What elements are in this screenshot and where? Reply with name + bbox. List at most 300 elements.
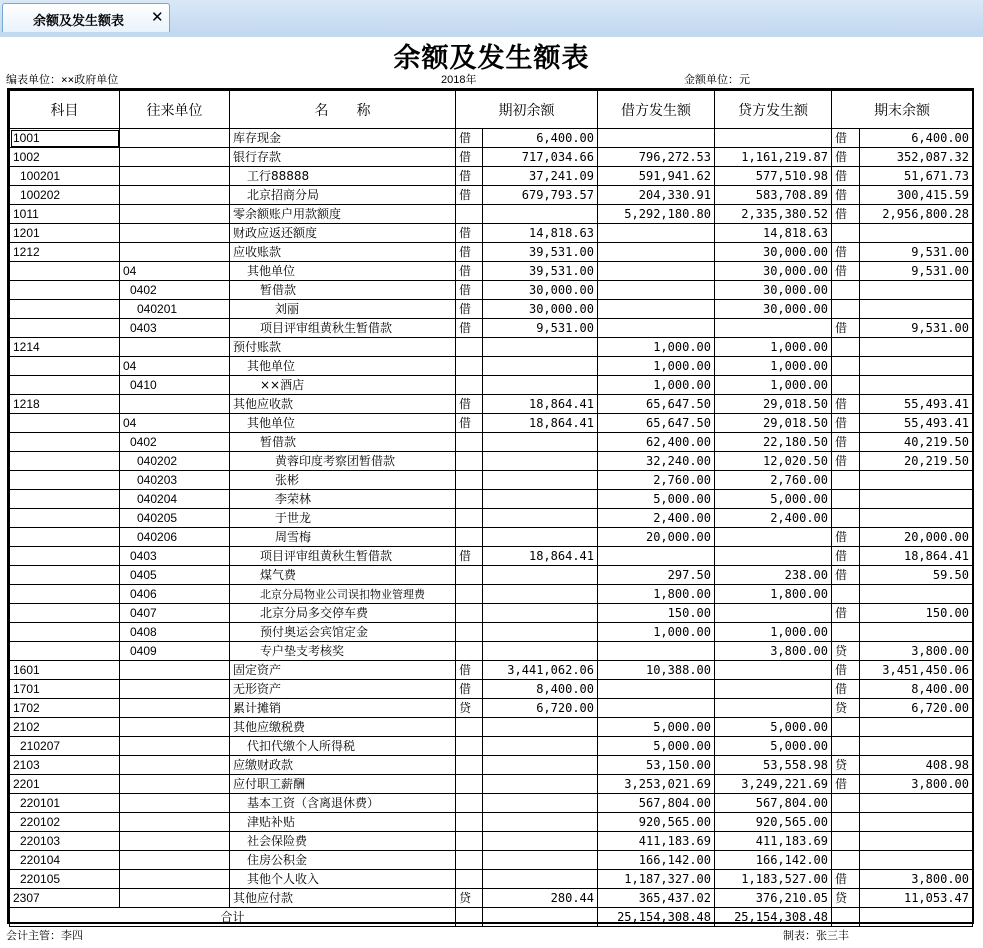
cell-closing-balance[interactable]: 2,956,800.28 <box>860 205 973 224</box>
cell-counterparty[interactable] <box>120 813 230 832</box>
cell-closing-direction[interactable]: 借 <box>832 680 860 699</box>
cell-counterparty[interactable] <box>120 851 230 870</box>
cell-debit[interactable] <box>598 262 715 281</box>
cell-debit[interactable]: 920,565.00 <box>598 813 715 832</box>
cell-opening-direction[interactable] <box>456 357 483 376</box>
cell-closing-balance[interactable]: 18,864.41 <box>860 547 973 566</box>
cell-credit[interactable] <box>715 528 832 547</box>
cell-debit[interactable]: 166,142.00 <box>598 851 715 870</box>
cell-counterparty[interactable]: 040203 <box>120 471 230 490</box>
cell-opening-balance[interactable] <box>483 376 598 395</box>
table-row[interactable] <box>10 357 973 376</box>
cell-account-code[interactable]: 2103 <box>10 756 120 775</box>
cell-counterparty[interactable] <box>120 889 230 908</box>
cell-account-code[interactable] <box>10 509 120 528</box>
cell-account-name[interactable]: 北京招商分局 <box>230 186 456 205</box>
cell-account-code[interactable]: 1218 <box>10 395 120 414</box>
cell-opening-balance[interactable]: 8,400.00 <box>483 680 598 699</box>
cell-debit[interactable]: 5,292,180.80 <box>598 205 715 224</box>
cell-debit[interactable]: 1,000.00 <box>598 623 715 642</box>
cell-account-name[interactable]: 其他应缴税费 <box>230 718 456 737</box>
cell-credit[interactable]: 1,161,219.87 <box>715 148 832 167</box>
table-row[interactable] <box>10 129 973 148</box>
cell-credit[interactable]: 12,020.50 <box>715 452 832 471</box>
cell-credit[interactable] <box>715 680 832 699</box>
cell-opening-direction[interactable] <box>456 623 483 642</box>
table-row[interactable] <box>10 262 973 281</box>
cell-credit[interactable]: 1,183,527.00 <box>715 870 832 889</box>
cell-account-code[interactable]: 100202 <box>10 186 120 205</box>
cell-closing-balance[interactable]: 55,493.41 <box>860 414 973 433</box>
cell-debit[interactable]: 5,000.00 <box>598 718 715 737</box>
cell-debit[interactable] <box>598 642 715 661</box>
table-row[interactable] <box>10 566 973 585</box>
cell-closing-direction[interactable]: 借 <box>832 661 860 680</box>
cell-closing-direction[interactable]: 借 <box>832 167 860 186</box>
tab-balance-report[interactable] <box>2 3 170 32</box>
cell-opening-direction[interactable] <box>456 813 483 832</box>
cell-credit[interactable]: 53,558.98 <box>715 756 832 775</box>
cell-credit[interactable]: 920,565.00 <box>715 813 832 832</box>
table-row[interactable] <box>10 832 973 851</box>
table-row[interactable] <box>10 623 973 642</box>
cell-account-code[interactable] <box>10 547 120 566</box>
cell-account-code[interactable]: 2201 <box>10 775 120 794</box>
cell-counterparty[interactable] <box>120 794 230 813</box>
cell-credit[interactable]: 2,335,380.52 <box>715 205 832 224</box>
cell-closing-direction[interactable]: 借 <box>832 566 860 585</box>
cell-counterparty[interactable]: 0403 <box>120 547 230 566</box>
cell-closing-direction[interactable] <box>832 471 860 490</box>
cell-opening-balance[interactable]: 18,864.41 <box>483 395 598 414</box>
cell-closing-direction[interactable]: 借 <box>832 528 860 547</box>
cell-credit[interactable] <box>715 547 832 566</box>
cell-counterparty[interactable] <box>120 224 230 243</box>
table-row[interactable] <box>10 870 973 889</box>
cell-counterparty[interactable] <box>120 756 230 775</box>
cell-opening-balance[interactable]: 37,241.09 <box>483 167 598 186</box>
cell-closing-direction[interactable] <box>832 357 860 376</box>
cell-account-name[interactable]: 库存现金 <box>230 129 456 148</box>
table-row[interactable] <box>10 699 973 718</box>
cell-opening-balance[interactable]: 6,400.00 <box>483 129 598 148</box>
cell-debit[interactable]: 1,187,327.00 <box>598 870 715 889</box>
cell-account-name[interactable]: 其他应付款 <box>230 889 456 908</box>
cell-opening-direction[interactable]: 借 <box>456 661 483 680</box>
cell-account-code[interactable] <box>10 357 120 376</box>
cell-closing-balance[interactable]: 20,219.50 <box>860 452 973 471</box>
cell-credit[interactable]: 3,249,221.69 <box>715 775 832 794</box>
table-row[interactable] <box>10 376 973 395</box>
cell-counterparty[interactable] <box>120 395 230 414</box>
cell-opening-direction[interactable] <box>456 528 483 547</box>
cell-credit[interactable]: 5,000.00 <box>715 718 832 737</box>
cell-account-name[interactable]: ××酒店 <box>230 376 456 395</box>
cell-account-name[interactable]: 银行存款 <box>230 148 456 167</box>
cell-counterparty[interactable]: 040204 <box>120 490 230 509</box>
cell-opening-direction[interactable]: 贷 <box>456 699 483 718</box>
cell-opening-direction[interactable] <box>456 566 483 585</box>
cell-credit[interactable]: 30,000.00 <box>715 300 832 319</box>
cell-closing-balance[interactable] <box>860 623 973 642</box>
cell-debit[interactable]: 62,400.00 <box>598 433 715 452</box>
table-row[interactable] <box>10 889 973 908</box>
cell-opening-direction[interactable] <box>456 718 483 737</box>
cell-opening-balance[interactable] <box>483 813 598 832</box>
cell-closing-balance[interactable]: 3,800.00 <box>860 775 973 794</box>
cell-debit[interactable]: 1,000.00 <box>598 376 715 395</box>
cell-closing-direction[interactable]: 借 <box>832 243 860 262</box>
table-row[interactable] <box>10 167 973 186</box>
cell-opening-direction[interactable]: 借 <box>456 547 483 566</box>
cell-opening-direction[interactable] <box>456 870 483 889</box>
cell-debit[interactable]: 1,000.00 <box>598 338 715 357</box>
cell-account-code[interactable] <box>10 452 120 471</box>
cell-closing-balance[interactable]: 6,400.00 <box>860 129 973 148</box>
cell-debit[interactable] <box>598 319 715 338</box>
cell-closing-direction[interactable] <box>832 718 860 737</box>
cell-opening-direction[interactable] <box>456 775 483 794</box>
cell-opening-direction[interactable]: 借 <box>456 167 483 186</box>
cell-closing-balance[interactable]: 408.98 <box>860 756 973 775</box>
cell-opening-balance[interactable] <box>483 775 598 794</box>
cell-opening-balance[interactable]: 39,531.00 <box>483 262 598 281</box>
cell-opening-direction[interactable]: 借 <box>456 129 483 148</box>
cell-opening-balance[interactable]: 3,441,062.06 <box>483 661 598 680</box>
table-row[interactable] <box>10 737 973 756</box>
cell-account-name[interactable]: 其他单位 <box>230 262 456 281</box>
cell-closing-balance[interactable]: 9,531.00 <box>860 243 973 262</box>
cell-account-code[interactable] <box>10 642 120 661</box>
cell-account-code[interactable]: 1201 <box>10 224 120 243</box>
cell-counterparty[interactable] <box>120 129 230 148</box>
cell-credit[interactable] <box>715 604 832 623</box>
cell-debit[interactable] <box>598 547 715 566</box>
cell-account-name[interactable]: 社会保险费 <box>230 832 456 851</box>
cell-opening-balance[interactable]: 39,531.00 <box>483 243 598 262</box>
cell-closing-direction[interactable]: 借 <box>832 129 860 148</box>
cell-credit[interactable]: 1,000.00 <box>715 376 832 395</box>
cell-closing-direction[interactable]: 贷 <box>832 889 860 908</box>
cell-closing-direction[interactable] <box>832 832 860 851</box>
cell-debit[interactable]: 65,647.50 <box>598 395 715 414</box>
table-row[interactable] <box>10 319 973 338</box>
cell-debit[interactable]: 365,437.02 <box>598 889 715 908</box>
cell-counterparty[interactable]: 040205 <box>120 509 230 528</box>
cell-opening-balance[interactable] <box>483 870 598 889</box>
cell-closing-direction[interactable]: 借 <box>832 870 860 889</box>
cell-account-code[interactable]: 1214 <box>10 338 120 357</box>
cell-opening-direction[interactable]: 借 <box>456 262 483 281</box>
cell-closing-balance[interactable] <box>860 718 973 737</box>
cell-account-name[interactable]: 应付职工薪酬 <box>230 775 456 794</box>
cell-account-code[interactable] <box>10 585 120 604</box>
table-row[interactable] <box>10 205 973 224</box>
cell-counterparty[interactable]: 040206 <box>120 528 230 547</box>
cell-counterparty[interactable]: 0403 <box>120 319 230 338</box>
cell-opening-direction[interactable] <box>456 433 483 452</box>
cell-credit[interactable]: 1,800.00 <box>715 585 832 604</box>
cell-opening-balance[interactable]: 6,720.00 <box>483 699 598 718</box>
cell-opening-direction[interactable]: 借 <box>456 148 483 167</box>
cell-debit[interactable]: 65,647.50 <box>598 414 715 433</box>
cell-account-code[interactable]: 220102 <box>10 813 120 832</box>
cell-account-name[interactable]: 津贴补贴 <box>230 813 456 832</box>
cell-opening-direction[interactable]: 借 <box>456 414 483 433</box>
cell-opening-direction[interactable] <box>456 851 483 870</box>
cell-account-code[interactable]: 220101 <box>10 794 120 813</box>
cell-account-name[interactable]: 应缴财政款 <box>230 756 456 775</box>
table-row[interactable] <box>10 813 973 832</box>
cell-closing-balance[interactable]: 9,531.00 <box>860 319 973 338</box>
cell-closing-balance[interactable]: 3,800.00 <box>860 642 973 661</box>
cell-closing-direction[interactable]: 借 <box>832 395 860 414</box>
cell-credit[interactable]: 3,800.00 <box>715 642 832 661</box>
cell-counterparty[interactable] <box>120 775 230 794</box>
cell-closing-direction[interactable]: 借 <box>832 452 860 471</box>
cell-opening-direction[interactable] <box>456 642 483 661</box>
cell-counterparty[interactable] <box>120 737 230 756</box>
cell-account-code[interactable]: 1212 <box>10 243 120 262</box>
cell-debit[interactable]: 1,000.00 <box>598 357 715 376</box>
cell-opening-balance[interactable] <box>483 433 598 452</box>
cell-opening-balance[interactable] <box>483 851 598 870</box>
cell-closing-balance[interactable] <box>860 509 973 528</box>
cell-closing-direction[interactable] <box>832 623 860 642</box>
table-row[interactable] <box>10 775 973 794</box>
cell-account-code[interactable] <box>10 281 120 300</box>
cell-closing-direction[interactable]: 贷 <box>832 699 860 718</box>
cell-closing-balance[interactable]: 300,415.59 <box>860 186 973 205</box>
cell-credit[interactable] <box>715 699 832 718</box>
cell-closing-balance[interactable] <box>860 281 973 300</box>
cell-closing-direction[interactable]: 借 <box>832 319 860 338</box>
cell-account-name[interactable]: 基本工资（含离退休费） <box>230 794 456 813</box>
cell-closing-balance[interactable] <box>860 851 973 870</box>
cell-account-code[interactable] <box>10 471 120 490</box>
cell-closing-balance[interactable] <box>860 376 973 395</box>
cell-credit[interactable]: 2,400.00 <box>715 509 832 528</box>
table-row[interactable] <box>10 148 973 167</box>
cell-closing-balance[interactable] <box>860 832 973 851</box>
table-row[interactable] <box>10 433 973 452</box>
cell-account-code[interactable]: 210207 <box>10 737 120 756</box>
cell-credit[interactable]: 1,000.00 <box>715 357 832 376</box>
table-row[interactable] <box>10 414 973 433</box>
cell-counterparty[interactable] <box>120 148 230 167</box>
cell-opening-balance[interactable] <box>483 794 598 813</box>
cell-credit[interactable] <box>715 129 832 148</box>
cell-account-name[interactable]: 应收账款 <box>230 243 456 262</box>
cell-debit[interactable]: 10,388.00 <box>598 661 715 680</box>
cell-counterparty[interactable] <box>120 832 230 851</box>
cell-counterparty[interactable] <box>120 243 230 262</box>
cell-account-name[interactable]: 专户垫支考核奖 <box>230 642 456 661</box>
cell-closing-direction[interactable] <box>832 813 860 832</box>
cell-opening-direction[interactable]: 贷 <box>456 889 483 908</box>
cell-account-code[interactable]: 2307 <box>10 889 120 908</box>
cell-counterparty[interactable]: 04 <box>120 357 230 376</box>
cell-account-name[interactable]: 零余额账户用款额度 <box>230 205 456 224</box>
cell-account-code[interactable] <box>10 433 120 452</box>
cell-opening-balance[interactable] <box>483 490 598 509</box>
cell-opening-direction[interactable] <box>456 794 483 813</box>
cell-account-code[interactable]: 1601 <box>10 661 120 680</box>
cell-account-code[interactable]: 2102 <box>10 718 120 737</box>
cell-opening-balance[interactable]: 18,864.41 <box>483 414 598 433</box>
cell-counterparty[interactable]: 0407 <box>120 604 230 623</box>
cell-opening-direction[interactable] <box>456 756 483 775</box>
cell-closing-direction[interactable]: 借 <box>832 775 860 794</box>
cell-debit[interactable]: 591,941.62 <box>598 167 715 186</box>
cell-opening-balance[interactable] <box>483 737 598 756</box>
table-row[interactable] <box>10 661 973 680</box>
cell-credit[interactable] <box>715 319 832 338</box>
cell-debit[interactable]: 2,760.00 <box>598 471 715 490</box>
cell-closing-direction[interactable] <box>832 338 860 357</box>
cell-account-name[interactable]: 预付账款 <box>230 338 456 357</box>
cell-opening-balance[interactable] <box>483 718 598 737</box>
cell-account-code[interactable] <box>10 623 120 642</box>
cell-opening-direction[interactable] <box>456 205 483 224</box>
cell-counterparty[interactable]: 040201 <box>120 300 230 319</box>
cell-credit[interactable]: 5,000.00 <box>715 737 832 756</box>
cell-opening-direction[interactable] <box>456 509 483 528</box>
cell-counterparty[interactable] <box>120 718 230 737</box>
cell-credit[interactable]: 29,018.50 <box>715 395 832 414</box>
cell-account-name[interactable]: 固定资产 <box>230 661 456 680</box>
cell-closing-balance[interactable] <box>860 585 973 604</box>
cell-account-name[interactable]: 无形资产 <box>230 680 456 699</box>
cell-closing-balance[interactable] <box>860 471 973 490</box>
cell-opening-direction[interactable]: 借 <box>456 281 483 300</box>
cell-debit[interactable]: 53,150.00 <box>598 756 715 775</box>
cell-closing-balance[interactable]: 6,720.00 <box>860 699 973 718</box>
cell-account-code[interactable] <box>10 376 120 395</box>
cell-account-name[interactable]: 北京分局物业公司误扣物业管理费 <box>230 585 456 604</box>
cell-counterparty[interactable] <box>120 205 230 224</box>
cell-counterparty[interactable]: 0402 <box>120 433 230 452</box>
cell-credit[interactable]: 29,018.50 <box>715 414 832 433</box>
cell-account-code[interactable] <box>10 300 120 319</box>
cell-opening-direction[interactable]: 借 <box>456 186 483 205</box>
cell-closing-balance[interactable] <box>860 490 973 509</box>
cell-credit[interactable]: 2,760.00 <box>715 471 832 490</box>
cell-debit[interactable] <box>598 699 715 718</box>
cell-opening-direction[interactable] <box>456 604 483 623</box>
table-row[interactable] <box>10 547 973 566</box>
cell-counterparty[interactable]: 04 <box>120 262 230 281</box>
cell-closing-balance[interactable]: 51,671.73 <box>860 167 973 186</box>
table-row[interactable] <box>10 585 973 604</box>
cell-opening-direction[interactable]: 借 <box>456 680 483 699</box>
table-row[interactable] <box>10 243 973 262</box>
cell-opening-balance[interactable] <box>483 205 598 224</box>
table-row[interactable] <box>10 509 973 528</box>
cell-opening-direction[interactable] <box>456 585 483 604</box>
cell-debit[interactable]: 20,000.00 <box>598 528 715 547</box>
table-row[interactable] <box>10 794 973 813</box>
cell-account-name[interactable]: 其他应收款 <box>230 395 456 414</box>
cell-counterparty[interactable]: 0406 <box>120 585 230 604</box>
cell-credit[interactable]: 22,180.50 <box>715 433 832 452</box>
cell-account-name[interactable]: 其他单位 <box>230 414 456 433</box>
cell-debit[interactable]: 297.50 <box>598 566 715 585</box>
cell-closing-balance[interactable]: 3,800.00 <box>860 870 973 889</box>
cell-account-name[interactable]: 周雪梅 <box>230 528 456 547</box>
cell-counterparty[interactable] <box>120 870 230 889</box>
cell-account-name[interactable]: 黄蓉印度考察团暂借款 <box>230 452 456 471</box>
cell-debit[interactable] <box>598 224 715 243</box>
cell-opening-balance[interactable]: 18,864.41 <box>483 547 598 566</box>
cell-opening-balance[interactable] <box>483 585 598 604</box>
cell-closing-balance[interactable] <box>860 300 973 319</box>
cell-opening-direction[interactable] <box>456 490 483 509</box>
cell-debit[interactable] <box>598 300 715 319</box>
cell-account-code[interactable] <box>10 262 120 281</box>
cell-closing-direction[interactable]: 借 <box>832 205 860 224</box>
cell-closing-balance[interactable] <box>860 737 973 756</box>
cell-closing-direction[interactable] <box>832 281 860 300</box>
cell-closing-direction[interactable]: 借 <box>832 414 860 433</box>
cell-account-code[interactable]: 1702 <box>10 699 120 718</box>
cell-opening-balance[interactable] <box>483 452 598 471</box>
cell-debit[interactable]: 796,272.53 <box>598 148 715 167</box>
cell-debit[interactable]: 411,183.69 <box>598 832 715 851</box>
cell-account-code[interactable] <box>10 604 120 623</box>
table-row[interactable] <box>10 452 973 471</box>
table-row[interactable] <box>10 224 973 243</box>
cell-debit[interactable]: 2,400.00 <box>598 509 715 528</box>
cell-opening-direction[interactable]: 借 <box>456 243 483 262</box>
cell-closing-direction[interactable] <box>832 300 860 319</box>
cell-credit[interactable] <box>715 661 832 680</box>
cell-opening-balance[interactable]: 9,531.00 <box>483 319 598 338</box>
cell-credit[interactable]: 30,000.00 <box>715 243 832 262</box>
cell-closing-balance[interactable] <box>860 338 973 357</box>
cell-debit[interactable] <box>598 243 715 262</box>
cell-closing-direction[interactable]: 借 <box>832 547 860 566</box>
table-row[interactable] <box>10 281 973 300</box>
cell-counterparty[interactable]: 0410 <box>120 376 230 395</box>
cell-counterparty[interactable] <box>120 661 230 680</box>
cell-opening-direction[interactable] <box>456 376 483 395</box>
cell-opening-balance[interactable] <box>483 566 598 585</box>
cell-account-code[interactable]: 220103 <box>10 832 120 851</box>
cell-account-name[interactable]: 刘丽 <box>230 300 456 319</box>
cell-counterparty[interactable] <box>120 338 230 357</box>
cell-closing-balance[interactable]: 9,531.00 <box>860 262 973 281</box>
cell-closing-balance[interactable]: 59.50 <box>860 566 973 585</box>
cell-account-name[interactable]: 项目评审组黄秋生暂借款 <box>230 547 456 566</box>
table-row[interactable] <box>10 300 973 319</box>
cell-account-name[interactable]: 预付奥运会宾馆定金 <box>230 623 456 642</box>
cell-closing-balance[interactable] <box>860 813 973 832</box>
cell-account-code[interactable] <box>10 566 120 585</box>
cell-account-code[interactable]: 1002 <box>10 148 120 167</box>
cell-account-name[interactable]: 代扣代缴个人所得税 <box>230 737 456 756</box>
cell-account-code[interactable]: 1001 <box>10 129 120 148</box>
cell-closing-direction[interactable] <box>832 851 860 870</box>
cell-opening-balance[interactable] <box>483 756 598 775</box>
cell-account-name[interactable]: 李荣林 <box>230 490 456 509</box>
table-row[interactable] <box>10 395 973 414</box>
table-row[interactable] <box>10 528 973 547</box>
cell-debit[interactable]: 204,330.91 <box>598 186 715 205</box>
cell-closing-balance[interactable] <box>860 357 973 376</box>
cell-counterparty[interactable] <box>120 680 230 699</box>
cell-closing-direction[interactable]: 借 <box>832 433 860 452</box>
